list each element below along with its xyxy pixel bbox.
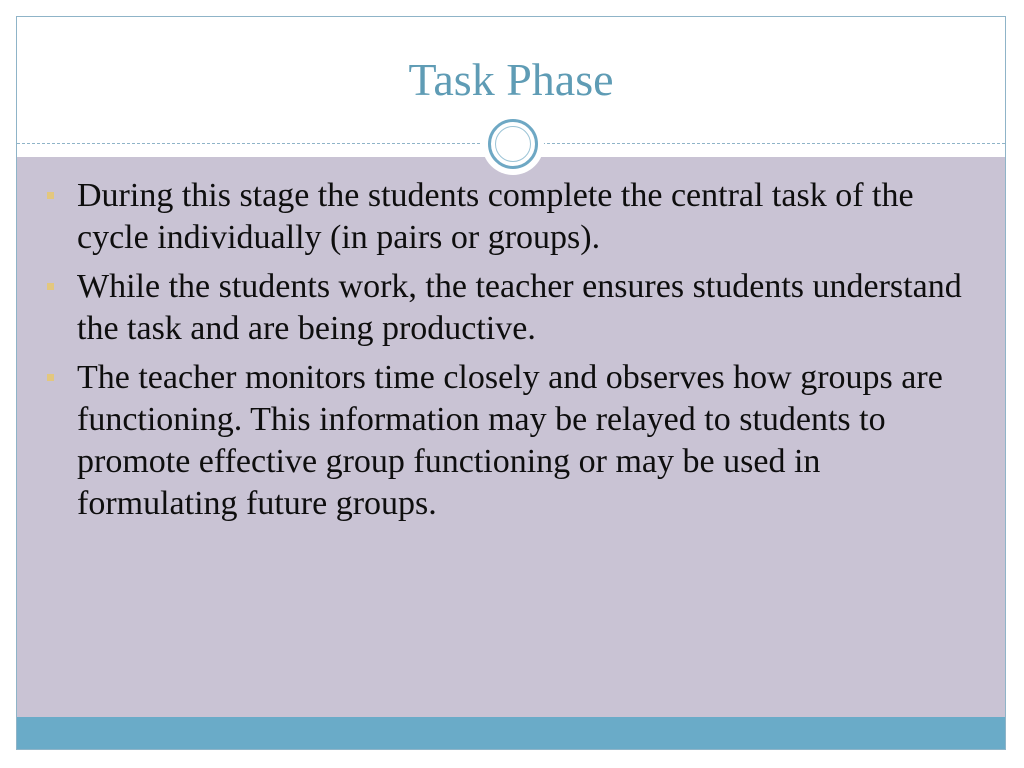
slide-title: Task Phase: [408, 54, 614, 105]
square-bullet-icon: [47, 283, 54, 290]
circle-ornament-icon: [488, 119, 538, 169]
bullet-list: [47, 175, 977, 532]
square-bullet-icon: [47, 192, 54, 199]
bullet-text: While the students work, the teacher ensures students understand the task and are being productive.: [77, 268, 962, 347]
bullet-text: The teacher monitors time closely and observes how groups are functioning. This information may be relayed to students to promote effective group functioning or may be used in formulating future groups.: [77, 359, 943, 522]
slide: [16, 16, 1006, 750]
square-bullet-icon: [47, 374, 54, 381]
list-item: [47, 357, 977, 525]
list-item: [47, 175, 977, 259]
list-item: [47, 266, 977, 350]
bottom-bar: [17, 717, 1005, 750]
bullet-text: During this stage the students complete the central task of the cycle individually (in pairs or groups).: [77, 177, 914, 256]
